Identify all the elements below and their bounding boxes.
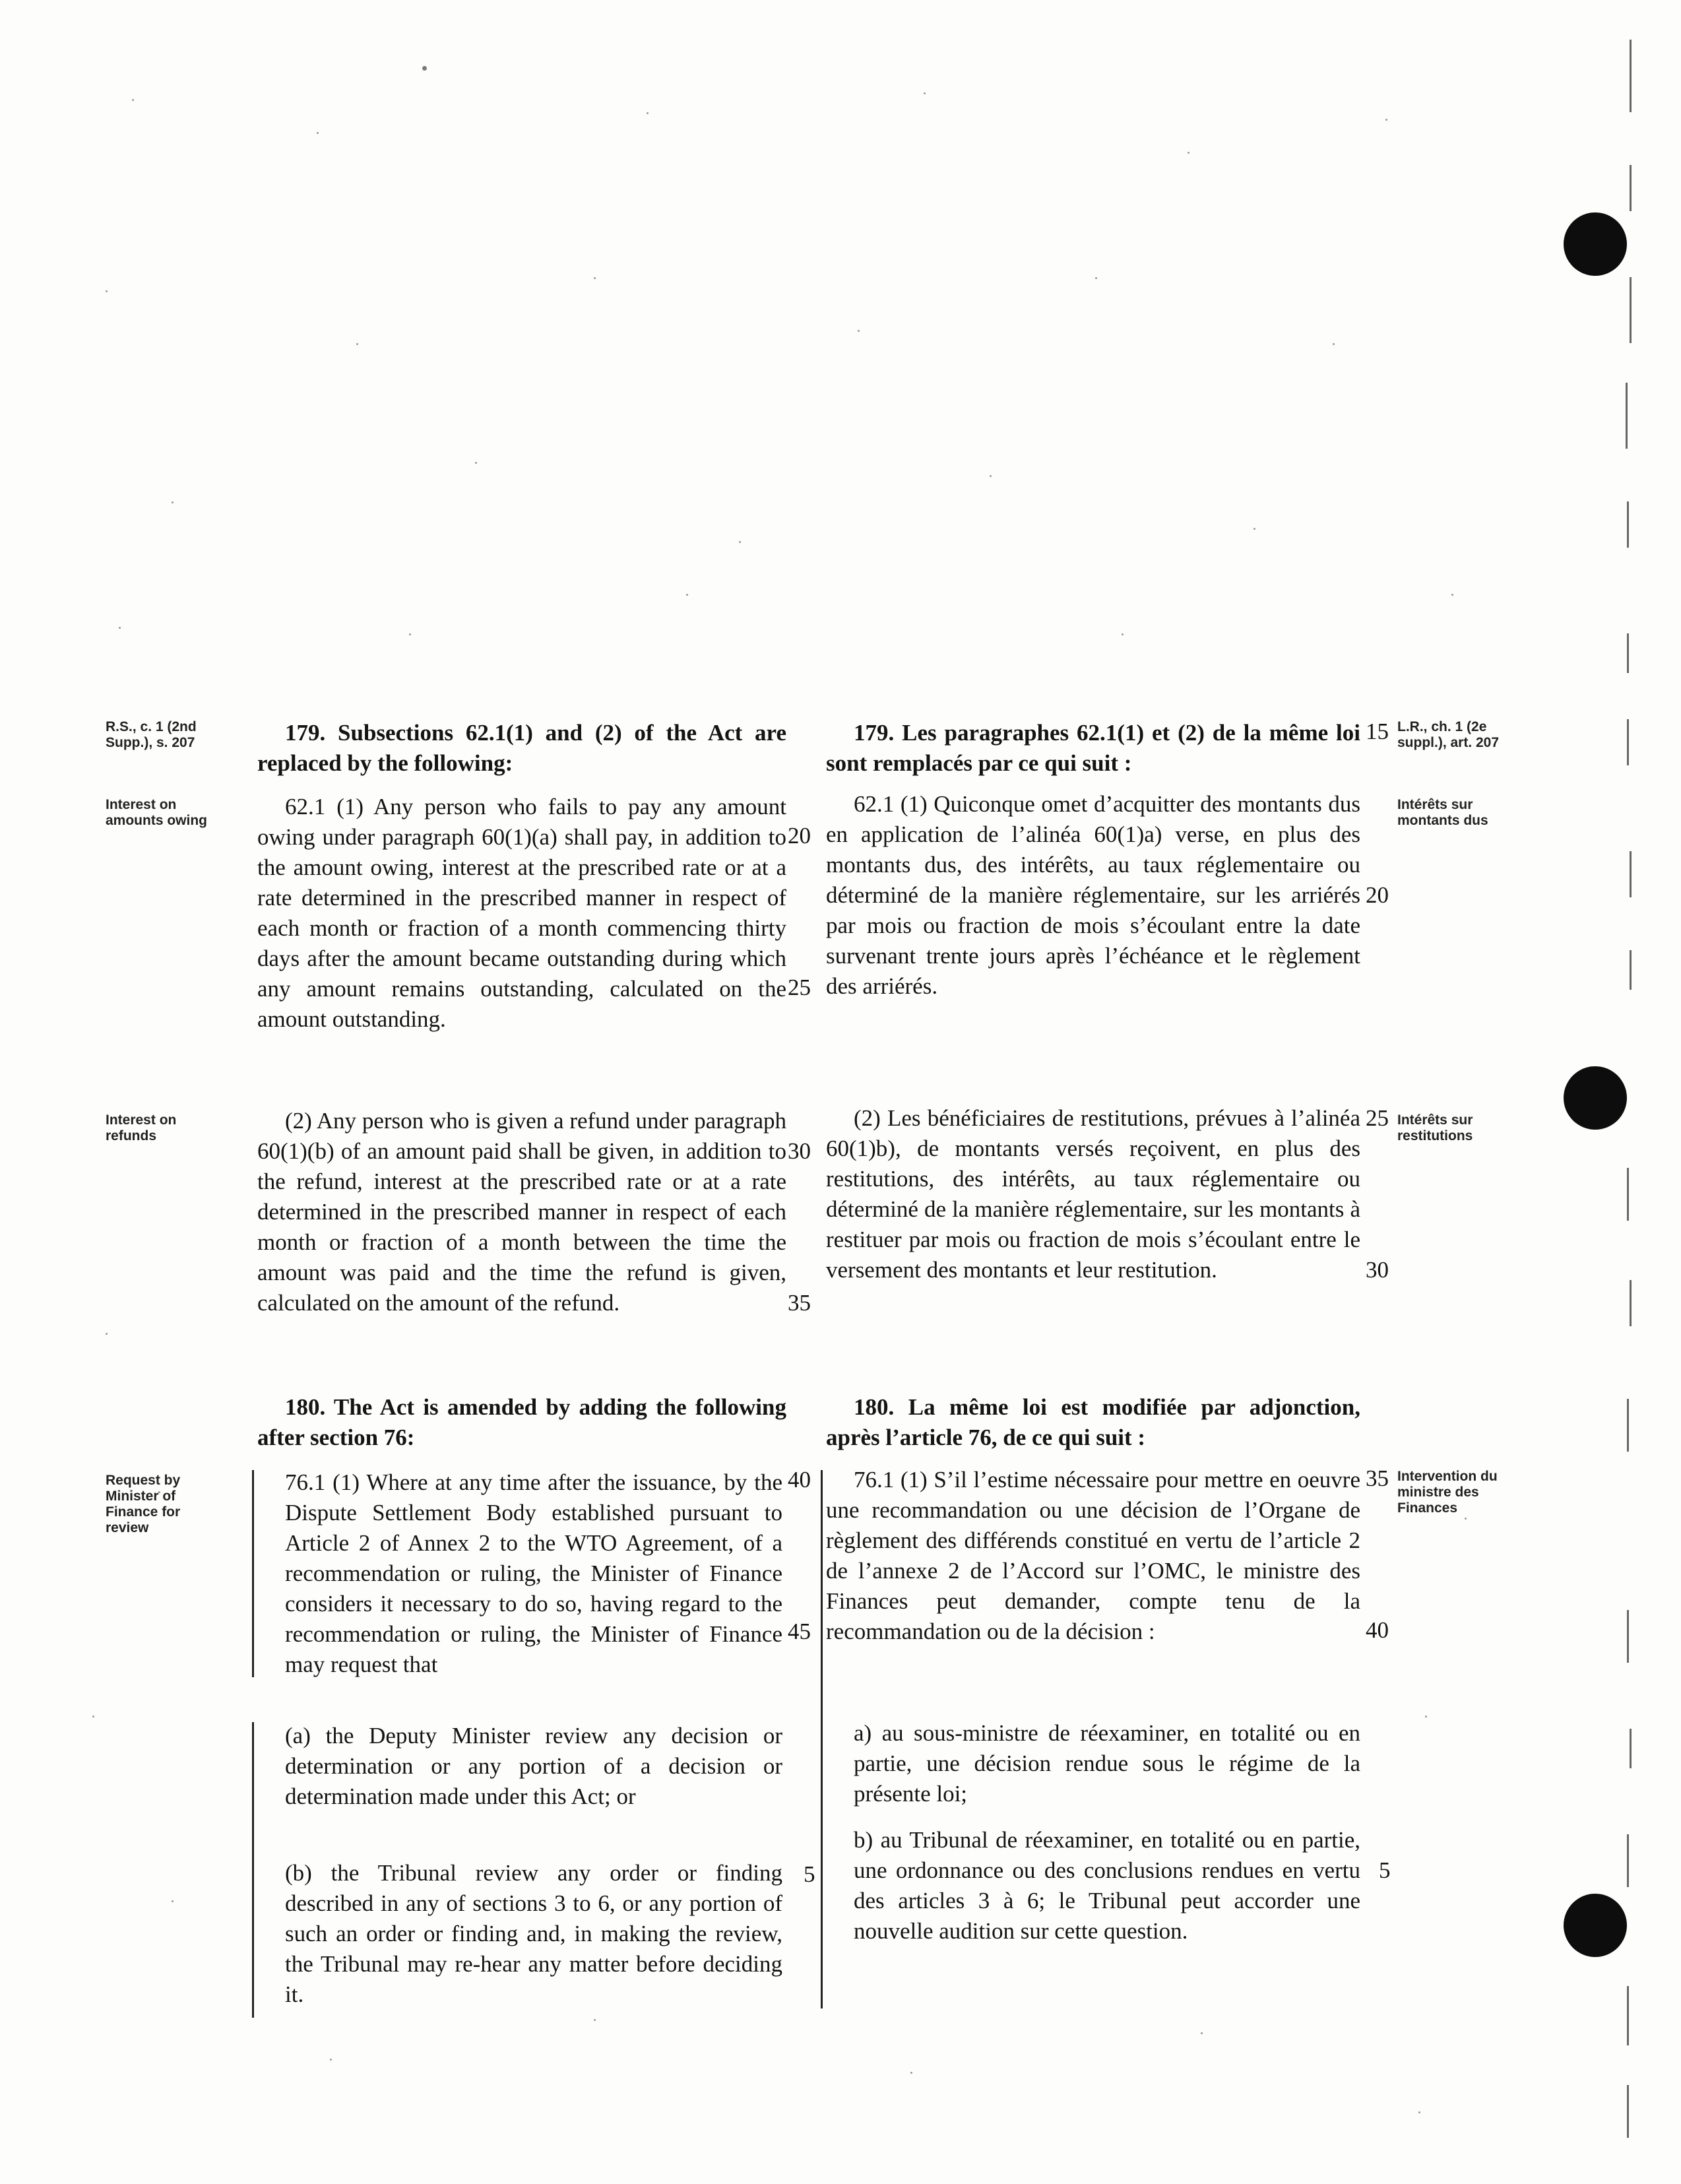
scan-edge-mark (1630, 950, 1632, 990)
scan-speck (475, 462, 477, 464)
s76-1-a-en: (a) the Deputy Minister review any decision or determination or any portion of a decision or determination made under this Act; or (285, 1723, 782, 1809)
scan-speck (409, 633, 411, 635)
scan-speck (594, 2019, 596, 2021)
marginal-note-en-interest-owing: Interest on amounts owing (106, 797, 207, 828)
scan-speck (910, 2072, 912, 2074)
amendment-bar-en (252, 1470, 254, 1677)
scan-speck (858, 330, 860, 332)
line-number: 25 (1366, 1105, 1389, 1131)
scan-speck (1465, 1518, 1467, 1520)
line-number: 5 (1379, 1857, 1391, 1883)
scan-speck (92, 1716, 94, 1718)
scan-speck (422, 66, 427, 71)
line-number: 40 (1366, 1617, 1389, 1643)
marginal-note-fr-interest-owing: Intérêts sur montants dus (1397, 797, 1488, 828)
s76-1-1-en: 76.1 (1) Where at any time after the issuance, by the Dispute Settlement Body established pursuant to Article 2 of Annex 2 to the WTO Agreement, of a recommendation or ruling, the Minister of Finance considers it necessary to do so, having regard to the recommendation or ruling, the Minister of Finance may request that (285, 1469, 782, 1677)
s76-1-b-fr: b) au Tribunal de réexaminer, en totalité ou en partie, une ordonnance ou des conclusions rendues en vertu des articles 3 à 6; le Tribunal peut accorder une nouvelle audition sur cette question. (854, 1827, 1360, 1944)
scan-speck (1385, 119, 1387, 121)
scan-speck (1253, 528, 1255, 530)
scan-edge-mark (1627, 1986, 1629, 2045)
scan-edge-mark (1630, 851, 1632, 897)
scan-speck (330, 2059, 332, 2061)
line-number: 20 (788, 823, 811, 849)
marginal-note-en-request-minister: Request by Minister of Finance for review (106, 1473, 181, 1535)
line-number: 15 (1366, 719, 1389, 744)
scan-edge-mark (1630, 277, 1632, 343)
scan-edge-mark (1627, 1399, 1629, 1452)
line-number: 35 (788, 1290, 811, 1316)
scan-speck (172, 1900, 174, 1902)
scan-speck (924, 92, 926, 94)
scan-speck (1095, 277, 1097, 279)
s62-1-2-en: (2) Any person who is given a refund under paragraph 60(1)(b) of an amount paid shall be given, in addition to the refund, interest at the prescribed rate or at a rate determined in the prescribed manner in respect of each month or fraction of a month between the time the amount was paid and the time the refund is given, calculated on the amount of the refund. (257, 1108, 786, 1316)
scan-edge-mark (1627, 2085, 1629, 2138)
scan-speck (106, 1333, 108, 1335)
marginal-note-en-interest-refunds: Interest on refunds (106, 1112, 177, 1143)
binder-hole-middle (1564, 1066, 1627, 1130)
scan-speck (686, 594, 688, 596)
scan-edge-mark (1627, 1610, 1629, 1663)
scan-speck (356, 343, 358, 345)
scan-speck (1451, 594, 1453, 596)
scan-speck (106, 290, 108, 292)
line-number: 40 (788, 1467, 811, 1493)
marginal-note-fr-interest-refunds: Intérêts sur restitutions (1397, 1112, 1473, 1143)
scan-edge-mark (1627, 501, 1629, 548)
scan-speck (647, 112, 649, 114)
scan-speck (739, 541, 741, 543)
s180-heading-fr: 180. La même loi est modifiée par adjonction, après l’article 76, de ce qui suit : (826, 1394, 1360, 1450)
scan-speck (132, 99, 134, 101)
scan-speck (317, 132, 319, 134)
binder-hole-bottom (1564, 1894, 1627, 1957)
s62-1-1-en: 62.1 (1) Any person who fails to pay any amount owing under paragraph 60(1)(a) shall pay, in addition to the amount owing, interest at the prescribed rate or at a rate determined in the prescribed manner in respect of each month or fraction of a month commencing thirty days after the amount became outstanding during which any amount remains outstanding, calculated on the amount outstanding. (257, 794, 786, 1032)
amendment-bar-center (821, 1470, 823, 2008)
line-number: 45 (788, 1619, 811, 1644)
s62-1-1-fr: 62.1 (1) Quiconque omet d’acquitter des montants dus en application de l’alinéa 60(1)a) verse, en plus des montants dus, des intérêts, au taux réglementaire ou déterminé de la manière réglementaire, sur les arriérés par mois ou fraction de mois s’écoulant entre la date survenant trente jours après l’échéance et le règlement des arriérés. (826, 791, 1360, 999)
scan-speck (1333, 343, 1335, 345)
scan-edge-mark (1630, 165, 1632, 211)
scan-speck (1188, 152, 1189, 154)
s76-1-1-fr: 76.1 (1) S’il l’estime nécessaire pour mettre en oeuvre une recommandation ou une décision de l’Organe de règlement des différends constitué en vertu de l’article 2 de l’annexe 2 de l’Accord sur l’OMC, le ministre des Finances peut demander, compte tenu de la recommandation ou de la décision : (826, 1467, 1360, 1644)
line-number: 30 (788, 1138, 811, 1164)
s179-heading-en: 179. Subsections 62.1(1) and (2) of the Act are replaced by the following: (257, 720, 786, 776)
scan-speck (1418, 2111, 1420, 2113)
scan-speck (119, 627, 121, 629)
scan-edge-mark (1630, 1280, 1632, 1326)
scan-speck (1201, 2032, 1203, 2034)
binder-hole-top (1564, 212, 1627, 276)
marginal-note-en-s179: R.S., c. 1 (2nd Supp.), s. 207 (106, 719, 197, 750)
scan-speck (1122, 633, 1124, 635)
scan-edge-mark (1630, 1729, 1632, 1768)
marginal-note-fr-request-minister: Intervention du ministre des Finances (1397, 1469, 1498, 1516)
scan-speck (990, 475, 992, 477)
line-number: 5 (804, 1861, 815, 1887)
scan-speck (594, 277, 596, 279)
amendment-bar-en-paras (252, 1722, 254, 2018)
scan-speck (1425, 1716, 1427, 1718)
line-number: 35 (1366, 1465, 1389, 1491)
scan-speck (172, 501, 174, 503)
s76-1-a-fr: a) au sous-ministre de réexaminer, en totalité ou en partie, une décision rendue sous le régime de la présente loi; (854, 1720, 1360, 1807)
scan-edge-mark (1627, 1168, 1629, 1221)
scan-edge-mark (1627, 719, 1629, 765)
scan-edge-mark (1627, 1834, 1629, 1887)
scan-edge-mark (1626, 383, 1628, 449)
line-number: 20 (1366, 882, 1389, 908)
s179-heading-fr: 179. Les paragraphes 62.1(1) et (2) de la même loi sont remplacés par ce qui suit : (826, 720, 1360, 776)
s76-1-b-en: (b) the Tribunal review any order or finding described in any of sections 3 to 6, or any portion of such an order or finding and, in making the review, the Tribunal may re-hear any matter before deciding it. (285, 1860, 782, 2007)
s180-heading-en: 180. The Act is amended by adding the following after section 76: (257, 1394, 786, 1450)
marginal-note-fr-s179: L.R., ch. 1 (2e suppl.), art. 207 (1397, 719, 1500, 750)
line-number: 25 (788, 975, 811, 1000)
scan-edge-mark (1627, 633, 1629, 673)
s62-1-2-fr: (2) Les bénéficiaires de restitutions, prévues à l’alinéa 60(1)b), de montants versés reçoivent, en plus des restitutions, des intérêts, au taux réglementaire ou déterminé de la manière réglementaire, sur les montants à restituer par mois ou fraction de mois s’écoulant entre le versement des montants et leur restitution. (826, 1105, 1360, 1283)
line-number: 30 (1366, 1257, 1389, 1283)
scan-edge-mark (1630, 40, 1632, 112)
